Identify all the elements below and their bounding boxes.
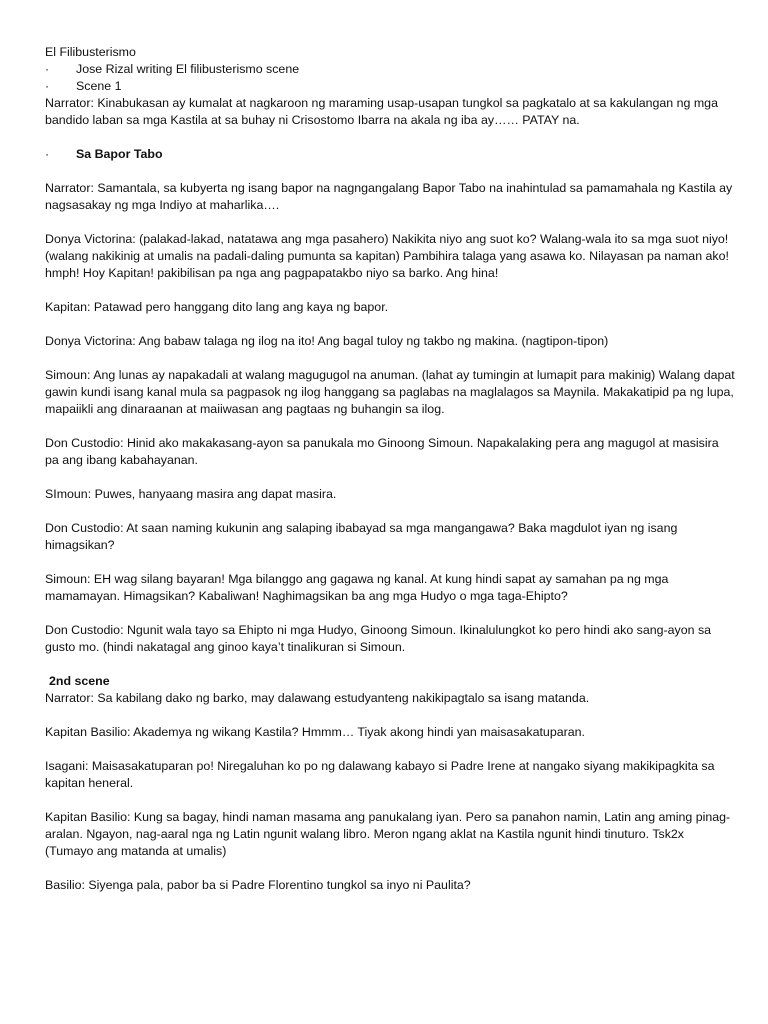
section-heading [45,146,735,163]
dialogue-paragraph: Simoun: Ang lunas ay napakadali at walang magugugol na anuman. (lahat ay tumingin at lumapit para makinig) Walang dapat gawin kundi isang kanal mula sa pagpasok ng ilog hanggang sa paglabas na maglalagos sa Maynila. Makakatipid pa ng lupa, mapaiikli ang dinaraanan at maiiwasan ang pagtaas ng buhangin sa ilog. [45,368,735,416]
bullet-text: Scene 1 [76,79,122,93]
dialogue-paragraph: Don Custodio: Ngunit wala tayo sa Ehipto ni mga Hudyo, Ginoong Simoun. Ikinalulungkot ko pero hindi ako sang-ayon sa gusto mo. (hindi nakatagal ang ginoo kaya’t tinalikuran si Simoun. [45,623,712,654]
section-heading-text: Sa Bapor Tabo [76,147,163,161]
document-title: El Filibusterismo [45,45,136,59]
bullet-item [45,78,735,95]
narration-paragraph: Narrator: Sa kabilang dako ng barko, may dalawang estudyanteng nakikipagtalo sa isang matanda. [45,691,590,705]
bullet-text: Jose Rizal writing El filibusterismo scene [76,62,300,76]
dialogue-paragraph: Simoun: EH wag silang bayaran! Mga bilanggo ang gagawa ng kanal. At kung hindi sapat ay samahan pa ng mga mamamayan. Himagsikan? Kabaliwan! Naghimagsikan ba ang mga Hudyo o mga taga-Ehipto? [45,572,669,603]
bullet-icon: · [45,147,50,161]
bullet-icon: · [45,79,50,93]
dialogue-paragraph: SImoun: Puwes, hanyaang masira ang dapat masira. [45,487,337,501]
dialogue-paragraph: Kapitan Basilio: Kung sa bagay, hindi naman masama ang panukalang iyan. Pero sa panahon namin, Latin ang aming pinag-aralan. Ngayon, nag-aaral nga ng Latin ngunit walang libro. Meron ngang aklat na Kastila ngunit hindi tinuturo. Tsk2x (Tumayo ang matanda at umalis) [45,810,731,858]
document-page [45,44,735,894]
dialogue-paragraph: Donya Victorina: Ang babaw talaga ng ilog na ito! Ang bagal tuloy ng takbo ng makina. (nagtipon-tipon) [45,334,609,348]
dialogue-paragraph: Kapitan: Patawad pero hanggang dito lang ang kaya ng bapor. [45,300,389,314]
bullet-icon: · [45,62,50,76]
narration-paragraph: Narrator: Samantala, sa kubyerta ng isang bapor na nagngangalang Bapor Tabo na inahintulad sa pamamahala ng Kastila ay nagsasakay ng mga Indiyo at maharlika…. [45,181,733,212]
scene-heading: 2nd scene [49,674,110,688]
bullet-item [45,61,735,78]
narration-paragraph: Narrator: Kinabukasan ay kumalat at nagkaroon ng maraming usap-usapan tungkol sa pagkatalo at sa kakulangan ng mga bandido laban sa mga Kastila at sa buhay ni Crisostomo Ibarra na akala ng iba ay…… PATAY na. [45,96,718,127]
dialogue-paragraph: Kapitan Basilio: Akademya ng wikang Kastila? Hmmm… Tiyak akong hindi yan maisasakatuparan. [45,725,585,739]
dialogue-paragraph: Don Custodio: Hinid ako makakasang-ayon sa panukala mo Ginoong Simoun. Napakalaking pera ang magugol at masisira pa ang ibang kabahayanan. [45,436,719,467]
dialogue-paragraph: Isagani: Maisasakatuparan po! Niregaluhan ko po ng dalawang kabayo si Padre Irene at nangako siyang makikipagkita sa kapitan heneral. [45,759,715,790]
dialogue-paragraph: Don Custodio: At saan naming kukunin ang salaping ibabayad sa mga mangangawa? Baka magdulot iyan ng isang himagsikan? [45,521,678,552]
dialogue-paragraph: Donya Victorina: (palakad-lakad, natatawa ang mga pasahero) Nakikita niyo ang suot ko? Walang-wala ito sa mga suot niyo! (walang nakikinig at umalis na padali-daling pumunta sa kapitan) Pambihira talaga yang asawa ko. Nilayasan pa naman ako! hmph! Hoy Kapitan! pakibilisan pa nga ang pagpapatakbo niyo sa barko. Ang hina! [45,232,729,280]
dialogue-paragraph: Basilio: Siyenga pala, pabor ba si Padre Florentino tungkol sa inyo ni Paulita? [45,878,471,892]
